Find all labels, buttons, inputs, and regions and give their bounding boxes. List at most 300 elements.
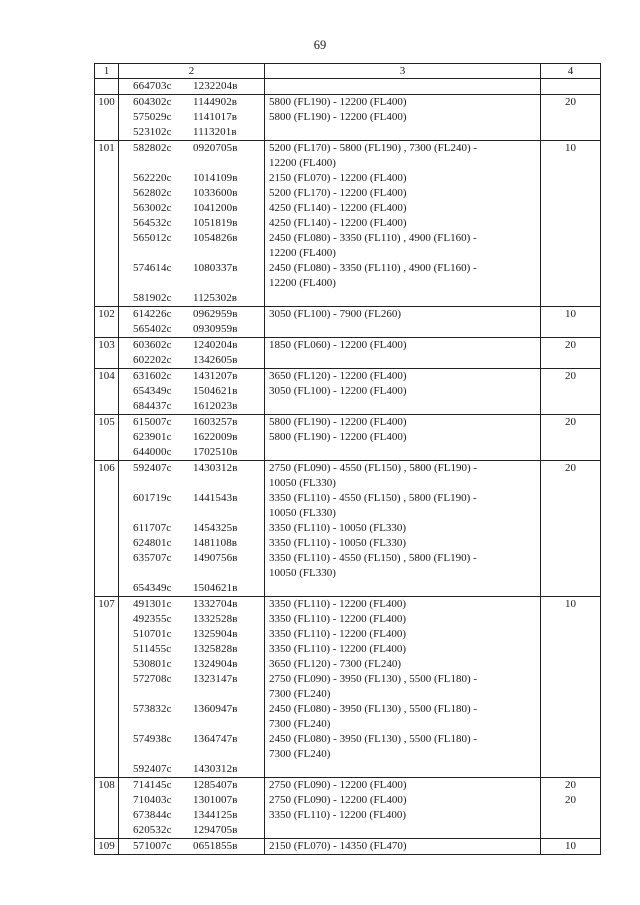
latitude: 581902с bbox=[133, 292, 172, 304]
route-number-cell bbox=[95, 672, 119, 702]
altitude-line: 3050 (FL100) - 7900 (FL260) bbox=[269, 308, 401, 320]
route-number-cell bbox=[95, 384, 119, 399]
altitude-line: 5800 (FL190) - 12200 (FL400) bbox=[269, 96, 407, 108]
route-number-cell bbox=[95, 702, 119, 732]
route-number-cell bbox=[95, 793, 119, 808]
altitude-line: 10050 (FL330) bbox=[269, 477, 336, 489]
altitude-line: 5200 (FL170) - 12200 (FL400) bbox=[269, 187, 407, 199]
longitude: 1041200в bbox=[193, 202, 238, 214]
route-number-cell bbox=[95, 581, 119, 597]
distance-cell: 20 bbox=[541, 461, 601, 492]
route-number-cell: 109 bbox=[95, 839, 119, 855]
table-row bbox=[95, 291, 601, 307]
distance-cell: 20 bbox=[541, 778, 601, 794]
route-number-cell: 102 bbox=[95, 307, 119, 323]
coordinate-cell bbox=[119, 79, 265, 95]
latitude: 565402с bbox=[133, 323, 172, 335]
distance-cell bbox=[541, 657, 601, 672]
table-row bbox=[95, 171, 601, 186]
altitude-cell bbox=[265, 125, 541, 141]
coordinate-cell bbox=[119, 491, 265, 521]
table-row bbox=[95, 125, 601, 141]
distance-cell bbox=[541, 551, 601, 581]
altitude-cell bbox=[265, 338, 541, 354]
coordinate-cell bbox=[119, 762, 265, 778]
altitude-cell bbox=[265, 762, 541, 778]
altitude-line: 3350 (FL110) - 10050 (FL330) bbox=[269, 537, 407, 549]
table-row bbox=[95, 353, 601, 369]
longitude: 1364747в bbox=[193, 733, 238, 745]
route-number-cell bbox=[95, 732, 119, 762]
table-row bbox=[95, 307, 601, 323]
coordinate-cell bbox=[119, 415, 265, 431]
coordinate-cell bbox=[119, 521, 265, 536]
altitude-line: 1850 (FL060) - 12200 (FL400) bbox=[269, 339, 407, 351]
longitude: 1332704в bbox=[193, 598, 238, 610]
table-row bbox=[95, 702, 601, 732]
latitude: 623901с bbox=[133, 431, 172, 443]
table-row bbox=[95, 536, 601, 551]
route-number-cell bbox=[95, 823, 119, 839]
table-row bbox=[95, 491, 601, 521]
altitude-line: 12200 (FL400) bbox=[269, 277, 336, 289]
longitude: 1325904в bbox=[193, 628, 238, 640]
coordinate-cell bbox=[119, 430, 265, 445]
longitude: 1504621в bbox=[193, 582, 238, 594]
latitude: 582802с bbox=[133, 142, 172, 154]
altitude-line: 2450 (FL080) - 3950 (FL130) , 5500 (FL180) - bbox=[269, 703, 478, 715]
table-row bbox=[95, 201, 601, 216]
altitude-line: 2150 (FL070) - 14350 (FL470) bbox=[269, 840, 407, 852]
altitude-cell bbox=[265, 536, 541, 551]
altitude-line: 7300 (FL240) bbox=[269, 718, 331, 730]
latitude: 631602с bbox=[133, 370, 172, 382]
altitude-cell bbox=[265, 612, 541, 627]
coordinate-cell bbox=[119, 369, 265, 385]
longitude: 1144902в bbox=[193, 96, 238, 108]
route-number-cell bbox=[95, 216, 119, 231]
coordinate-cell bbox=[119, 231, 265, 261]
distance-cell bbox=[541, 399, 601, 415]
latitude: 644000с bbox=[133, 446, 172, 458]
altitude-line: 3350 (FL110) - 12200 (FL400) bbox=[269, 628, 407, 640]
latitude: 592407с bbox=[133, 763, 172, 775]
latitude: 611707с bbox=[133, 522, 172, 534]
table-header-row bbox=[95, 64, 601, 79]
coordinate-cell bbox=[119, 672, 265, 702]
longitude: 1441543в bbox=[193, 492, 238, 504]
table-row bbox=[95, 141, 601, 172]
longitude: 1324904в bbox=[193, 658, 238, 670]
altitude-line: 2750 (FL090) - 12200 (FL400) bbox=[269, 794, 407, 806]
longitude: 0962959в bbox=[193, 308, 238, 320]
latitude: 684437с bbox=[133, 400, 172, 412]
longitude: 1125302в bbox=[193, 292, 238, 304]
latitude: 530801с bbox=[133, 658, 172, 670]
route-number-cell: 104 bbox=[95, 369, 119, 385]
longitude: 1454325в bbox=[193, 522, 238, 534]
altitude-line: 3350 (FL110) - 12200 (FL400) bbox=[269, 598, 407, 610]
altitude-cell bbox=[265, 672, 541, 702]
latitude: 523102с bbox=[133, 126, 172, 138]
altitude-cell bbox=[265, 369, 541, 385]
altitude-cell bbox=[265, 171, 541, 186]
table-row bbox=[95, 627, 601, 642]
altitude-cell bbox=[265, 353, 541, 369]
table-row bbox=[95, 732, 601, 762]
longitude: 1430312в bbox=[193, 763, 238, 775]
distance-cell bbox=[541, 201, 601, 216]
distance-cell bbox=[541, 808, 601, 823]
altitude-cell bbox=[265, 231, 541, 261]
route-number-cell bbox=[95, 291, 119, 307]
latitude: 714145с bbox=[133, 779, 172, 791]
table-row bbox=[95, 445, 601, 461]
latitude: 620532с bbox=[133, 824, 172, 836]
longitude: 1051819в bbox=[193, 217, 238, 229]
route-number-cell: 107 bbox=[95, 597, 119, 613]
altitude-line: 2150 (FL070) - 12200 (FL400) bbox=[269, 172, 407, 184]
longitude: 0930959в bbox=[193, 323, 238, 335]
altitude-cell bbox=[265, 291, 541, 307]
column-header-1: 1 bbox=[95, 64, 119, 79]
altitude-cell bbox=[265, 201, 541, 216]
latitude: 615007с bbox=[133, 416, 172, 428]
longitude: 1113201в bbox=[193, 126, 237, 138]
route-number-cell bbox=[95, 445, 119, 461]
distance-cell bbox=[541, 762, 601, 778]
distance-cell: 10 bbox=[541, 141, 601, 172]
latitude: 654349с bbox=[133, 385, 172, 397]
latitude: 491301с bbox=[133, 598, 172, 610]
table-row bbox=[95, 79, 601, 95]
longitude: 1431207в bbox=[193, 370, 238, 382]
distance-cell bbox=[541, 261, 601, 291]
distance-cell bbox=[541, 231, 601, 261]
distance-cell: 20 bbox=[541, 415, 601, 431]
altitude-cell bbox=[265, 307, 541, 323]
route-number-cell bbox=[95, 642, 119, 657]
coordinate-cell bbox=[119, 445, 265, 461]
coordinate-cell bbox=[119, 261, 265, 291]
coordinate-cell bbox=[119, 823, 265, 839]
route-number-cell bbox=[95, 627, 119, 642]
airway-table bbox=[94, 63, 601, 855]
longitude: 1332528в bbox=[193, 613, 238, 625]
longitude: 1612023в bbox=[193, 400, 238, 412]
coordinate-cell bbox=[119, 461, 265, 492]
route-number-cell bbox=[95, 231, 119, 261]
altitude-line: 7300 (FL240) bbox=[269, 748, 331, 760]
distance-cell bbox=[541, 430, 601, 445]
altitude-line: 3350 (FL110) - 4550 (FL150) , 5800 (FL190) - bbox=[269, 492, 477, 504]
latitude: 562802с bbox=[133, 187, 172, 199]
longitude: 1490756в bbox=[193, 552, 238, 564]
table-body bbox=[95, 79, 601, 855]
route-number-cell bbox=[95, 657, 119, 672]
altitude-cell bbox=[265, 95, 541, 111]
altitude-cell bbox=[265, 461, 541, 492]
route-number-cell bbox=[95, 536, 119, 551]
altitude-cell bbox=[265, 384, 541, 399]
distance-cell bbox=[541, 353, 601, 369]
coordinate-cell bbox=[119, 353, 265, 369]
altitude-line: 3650 (FL120) - 7300 (FL240) bbox=[269, 658, 401, 670]
coordinate-cell bbox=[119, 551, 265, 581]
distance-cell: 10 bbox=[541, 839, 601, 855]
distance-cell bbox=[541, 186, 601, 201]
altitude-line: 3350 (FL110) - 4550 (FL150) , 5800 (FL190) - bbox=[269, 552, 477, 564]
route-number-cell: 101 bbox=[95, 141, 119, 172]
table-row bbox=[95, 581, 601, 597]
column-header-3: 3 bbox=[265, 64, 541, 79]
longitude: 0920705в bbox=[193, 142, 238, 154]
distance-cell bbox=[541, 642, 601, 657]
table-row bbox=[95, 415, 601, 431]
altitude-line: 5800 (FL190) - 12200 (FL400) bbox=[269, 111, 407, 123]
latitude: 511455с bbox=[133, 643, 172, 655]
page-number: 69 bbox=[313, 38, 327, 52]
longitude: 1504621в bbox=[193, 385, 238, 397]
distance-cell bbox=[541, 581, 601, 597]
distance-cell: 10 bbox=[541, 307, 601, 323]
altitude-cell bbox=[265, 823, 541, 839]
distance-cell bbox=[541, 536, 601, 551]
altitude-cell bbox=[265, 551, 541, 581]
longitude: 1344125в bbox=[193, 809, 238, 821]
altitude-line: 5800 (FL190) - 12200 (FL400) bbox=[269, 416, 407, 428]
altitude-cell bbox=[265, 657, 541, 672]
coordinate-cell bbox=[119, 95, 265, 111]
altitude-cell bbox=[265, 79, 541, 95]
longitude: 1294705в bbox=[193, 824, 238, 836]
coordinate-cell bbox=[119, 384, 265, 399]
distance-cell bbox=[541, 672, 601, 702]
longitude: 1702510в bbox=[193, 446, 238, 458]
longitude: 1301007в bbox=[193, 794, 238, 806]
altitude-line: 2450 (FL080) - 3950 (FL130) , 5500 (FL180) - bbox=[269, 733, 478, 745]
altitude-cell bbox=[265, 110, 541, 125]
coordinate-cell bbox=[119, 338, 265, 354]
route-number-cell bbox=[95, 171, 119, 186]
latitude: 572708с bbox=[133, 673, 172, 685]
table-row bbox=[95, 461, 601, 492]
coordinate-cell bbox=[119, 612, 265, 627]
table-row bbox=[95, 110, 601, 125]
coordinate-cell bbox=[119, 642, 265, 657]
route-number-cell: 106 bbox=[95, 461, 119, 492]
latitude: 571007с bbox=[133, 840, 172, 852]
coordinate-cell bbox=[119, 581, 265, 597]
distance-cell bbox=[541, 216, 601, 231]
longitude: 1430312в bbox=[193, 462, 238, 474]
table-row bbox=[95, 384, 601, 399]
altitude-cell bbox=[265, 216, 541, 231]
altitude-cell bbox=[265, 642, 541, 657]
coordinate-cell bbox=[119, 597, 265, 613]
longitude: 1603257в bbox=[193, 416, 238, 428]
table-row bbox=[95, 823, 601, 839]
longitude: 1285407в bbox=[193, 779, 238, 791]
latitude: 562220с bbox=[133, 172, 172, 184]
latitude: 564532с bbox=[133, 217, 172, 229]
altitude-line: 3350 (FL110) - 12200 (FL400) bbox=[269, 643, 407, 655]
altitude-cell bbox=[265, 702, 541, 732]
longitude: 1481108в bbox=[193, 537, 238, 549]
route-number-cell bbox=[95, 261, 119, 291]
altitude-line: 2750 (FL090) - 4550 (FL150) , 5800 (FL190) - bbox=[269, 462, 478, 474]
table-row bbox=[95, 521, 601, 536]
distance-cell bbox=[541, 291, 601, 307]
table-row bbox=[95, 839, 601, 855]
latitude: 574614с bbox=[133, 262, 172, 274]
altitude-line: 3650 (FL120) - 12200 (FL400) bbox=[269, 370, 407, 382]
route-number-cell bbox=[95, 399, 119, 415]
longitude: 1325828в bbox=[193, 643, 238, 655]
latitude: 573832с bbox=[133, 703, 172, 715]
altitude-line: 5200 (FL170) - 5800 (FL190) , 7300 (FL240) - bbox=[269, 142, 478, 154]
altitude-cell bbox=[265, 322, 541, 338]
latitude: 654349с bbox=[133, 582, 172, 594]
longitude: 1323147в bbox=[193, 673, 238, 685]
route-number-cell bbox=[95, 322, 119, 338]
distance-cell bbox=[541, 491, 601, 521]
longitude: 1054826в bbox=[193, 232, 238, 244]
distance-cell bbox=[541, 445, 601, 461]
distance-cell bbox=[541, 110, 601, 125]
table-row bbox=[95, 808, 601, 823]
latitude: 574938с bbox=[133, 733, 172, 745]
coordinate-cell bbox=[119, 201, 265, 216]
altitude-line: 2750 (FL090) - 3950 (FL130) , 5500 (FL180) - bbox=[269, 673, 478, 685]
latitude: 575029с bbox=[133, 111, 172, 123]
table-row bbox=[95, 778, 601, 794]
latitude: 710403с bbox=[133, 794, 172, 806]
latitude: 604302с bbox=[133, 96, 172, 108]
altitude-line: 7300 (FL240) bbox=[269, 688, 331, 700]
altitude-cell bbox=[265, 399, 541, 415]
table-row bbox=[95, 399, 601, 415]
altitude-cell bbox=[265, 597, 541, 613]
coordinate-cell bbox=[119, 399, 265, 415]
distance-cell bbox=[541, 612, 601, 627]
route-number-cell bbox=[95, 186, 119, 201]
longitude: 1033600в bbox=[193, 187, 238, 199]
distance-cell bbox=[541, 125, 601, 141]
altitude-line: 10050 (FL330) bbox=[269, 567, 336, 579]
route-number-cell bbox=[95, 79, 119, 95]
coordinate-cell bbox=[119, 627, 265, 642]
altitude-cell bbox=[265, 778, 541, 794]
latitude: 624801с bbox=[133, 537, 172, 549]
distance-cell bbox=[541, 322, 601, 338]
route-number-cell: 108 bbox=[95, 778, 119, 794]
table-row bbox=[95, 657, 601, 672]
altitude-cell bbox=[265, 808, 541, 823]
altitude-line: 3050 (FL100) - 12200 (FL400) bbox=[269, 385, 407, 397]
altitude-cell bbox=[265, 581, 541, 597]
table-row bbox=[95, 231, 601, 261]
coordinate-cell bbox=[119, 808, 265, 823]
table-row bbox=[95, 369, 601, 385]
route-number-cell bbox=[95, 491, 119, 521]
distance-cell bbox=[541, 521, 601, 536]
altitude-cell bbox=[265, 141, 541, 172]
altitude-line: 5800 (FL190) - 12200 (FL400) bbox=[269, 431, 407, 443]
altitude-cell bbox=[265, 491, 541, 521]
coordinate-cell bbox=[119, 322, 265, 338]
table-row bbox=[95, 642, 601, 657]
latitude: 510701с bbox=[133, 628, 172, 640]
table-row bbox=[95, 672, 601, 702]
distance-cell: 20 bbox=[541, 338, 601, 354]
longitude: 1014109в bbox=[193, 172, 238, 184]
table-row bbox=[95, 338, 601, 354]
altitude-cell bbox=[265, 793, 541, 808]
latitude: 563002с bbox=[133, 202, 172, 214]
altitude-cell bbox=[265, 415, 541, 431]
latitude: 614226с bbox=[133, 308, 172, 320]
altitude-line: 3350 (FL110) - 12200 (FL400) bbox=[269, 613, 407, 625]
latitude: 664703с bbox=[133, 80, 172, 92]
coordinate-cell bbox=[119, 216, 265, 231]
coordinate-cell bbox=[119, 171, 265, 186]
altitude-line: 3350 (FL110) - 10050 (FL330) bbox=[269, 522, 407, 534]
distance-cell: 20 bbox=[541, 95, 601, 111]
longitude: 1360947в bbox=[193, 703, 238, 715]
altitude-line: 4250 (FL140) - 12200 (FL400) bbox=[269, 217, 407, 229]
longitude: 1232204в bbox=[193, 80, 238, 92]
table-row bbox=[95, 762, 601, 778]
altitude-cell bbox=[265, 186, 541, 201]
route-number-cell bbox=[95, 762, 119, 778]
coordinate-cell bbox=[119, 657, 265, 672]
table-row bbox=[95, 186, 601, 201]
route-number-cell bbox=[95, 201, 119, 216]
distance-cell: 20 bbox=[541, 793, 601, 808]
latitude: 592407с bbox=[133, 462, 172, 474]
distance-cell bbox=[541, 79, 601, 95]
coordinate-cell bbox=[119, 732, 265, 762]
coordinate-cell bbox=[119, 125, 265, 141]
distance-cell bbox=[541, 823, 601, 839]
table-row bbox=[95, 793, 601, 808]
distance-cell: 20 bbox=[541, 369, 601, 385]
coordinate-cell bbox=[119, 110, 265, 125]
longitude: 0651855в bbox=[193, 840, 238, 852]
coordinate-cell bbox=[119, 778, 265, 794]
altitude-cell bbox=[265, 430, 541, 445]
altitude-cell bbox=[265, 521, 541, 536]
altitude-cell bbox=[265, 445, 541, 461]
route-number-cell bbox=[95, 551, 119, 581]
coordinate-cell bbox=[119, 307, 265, 323]
route-number-cell bbox=[95, 521, 119, 536]
column-header-2: 2 bbox=[119, 64, 265, 79]
latitude: 603602с bbox=[133, 339, 172, 351]
route-number-cell bbox=[95, 808, 119, 823]
longitude: 1622009в bbox=[193, 431, 238, 443]
route-number-cell bbox=[95, 125, 119, 141]
route-number-cell: 105 bbox=[95, 415, 119, 431]
altitude-line: 10050 (FL330) bbox=[269, 507, 336, 519]
table-row bbox=[95, 95, 601, 111]
route-number-cell: 100 bbox=[95, 95, 119, 111]
altitude-line: 2450 (FL080) - 3350 (FL110) , 4900 (FL160) - bbox=[269, 232, 477, 244]
route-number-cell bbox=[95, 430, 119, 445]
latitude: 492355с bbox=[133, 613, 172, 625]
column-header-4: 4 bbox=[541, 64, 601, 79]
